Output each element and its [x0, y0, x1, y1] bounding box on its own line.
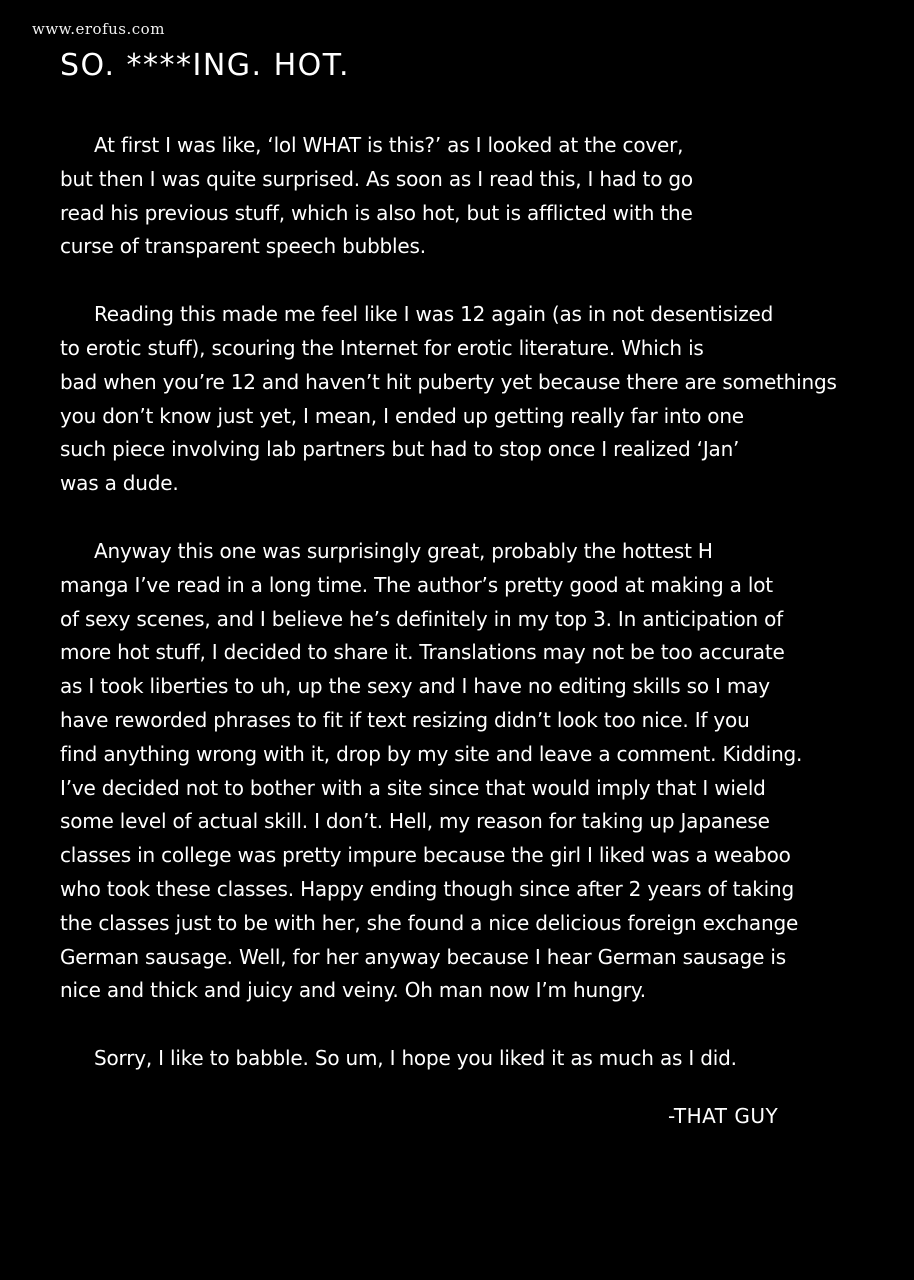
- text-line: curse of transparent speech bubbles.: [60, 234, 426, 259]
- text-line: nice and thick and juicy and veiny. Oh man now I’m hungry.: [60, 978, 646, 1003]
- text-line: classes in college was pretty impure because the girl I liked was a weaboo: [60, 843, 791, 868]
- text-line: Reading this made me feel like I was 12 again (as in not desentisized: [94, 302, 774, 327]
- page-title: SO. ****ING. HOT.: [60, 48, 351, 83]
- text-line: I’ve decided not to bother with a site since that would imply that I wield: [60, 775, 766, 800]
- text-line: some level of actual skill. I don’t. Hell, my reason for taking up Japanese: [60, 809, 770, 834]
- text-line: have reworded phrases to fit if text resizing didn’t look too nice. If you: [60, 707, 750, 732]
- text-line: read his previous stuff, which is also hot, but is afflicted with the: [60, 200, 693, 225]
- watermark: www.erofus.com: [32, 20, 165, 38]
- text-line: Sorry, I like to babble. So um, I hope you liked it as much as I did.: [94, 1046, 737, 1071]
- paragraph-2: [60, 298, 890, 501]
- signature: -THAT GUY: [668, 1104, 779, 1128]
- text-line: German sausage. Well, for her anyway because I hear German sausage is: [60, 944, 787, 969]
- text-line: bad when you’re 12 and haven’t hit puberty yet because there are somethings: [60, 369, 837, 394]
- text-line: you don’t know just yet, I mean, I ended up getting really far into one: [60, 403, 744, 428]
- text-line: to erotic stuff), scouring the Internet for erotic literature. Which is: [60, 335, 704, 360]
- text-line: was a dude.: [60, 471, 179, 496]
- text-line: who took these classes. Happy ending though since after 2 years of taking: [60, 876, 794, 901]
- text-line: manga I’ve read in a long time. The author’s pretty good at making a lot: [60, 572, 773, 597]
- paragraph-4: [60, 1042, 890, 1076]
- text-line: Anyway this one was surprisingly great, probably the hottest H: [94, 538, 713, 563]
- paragraph-3: [60, 535, 890, 1008]
- text-line: At first I was like, ‘lol WHAT is this?’ as I looked at the cover,: [94, 133, 684, 157]
- text-line: but then I was quite surprised. As soon as I read this, I had to go: [60, 166, 693, 191]
- text-line: more hot stuff, I decided to share it. Translations may not be too accurate: [60, 640, 785, 665]
- text-line: find anything wrong with it, drop by my site and leave a comment. Kidding.: [60, 741, 803, 766]
- paragraph-1: [60, 129, 890, 264]
- text-line: as I took liberties to uh, up the sexy and I have no editing skills so I may: [60, 674, 770, 699]
- text-line: of sexy scenes, and I believe he’s definitely in my top 3. In anticipation of: [60, 606, 784, 631]
- text-line: such piece involving lab partners but had to stop once I realized ‘Jan’: [60, 437, 740, 462]
- text-line: the classes just to be with her, she found a nice delicious foreign exchange: [60, 910, 799, 935]
- body-text: [60, 129, 890, 1110]
